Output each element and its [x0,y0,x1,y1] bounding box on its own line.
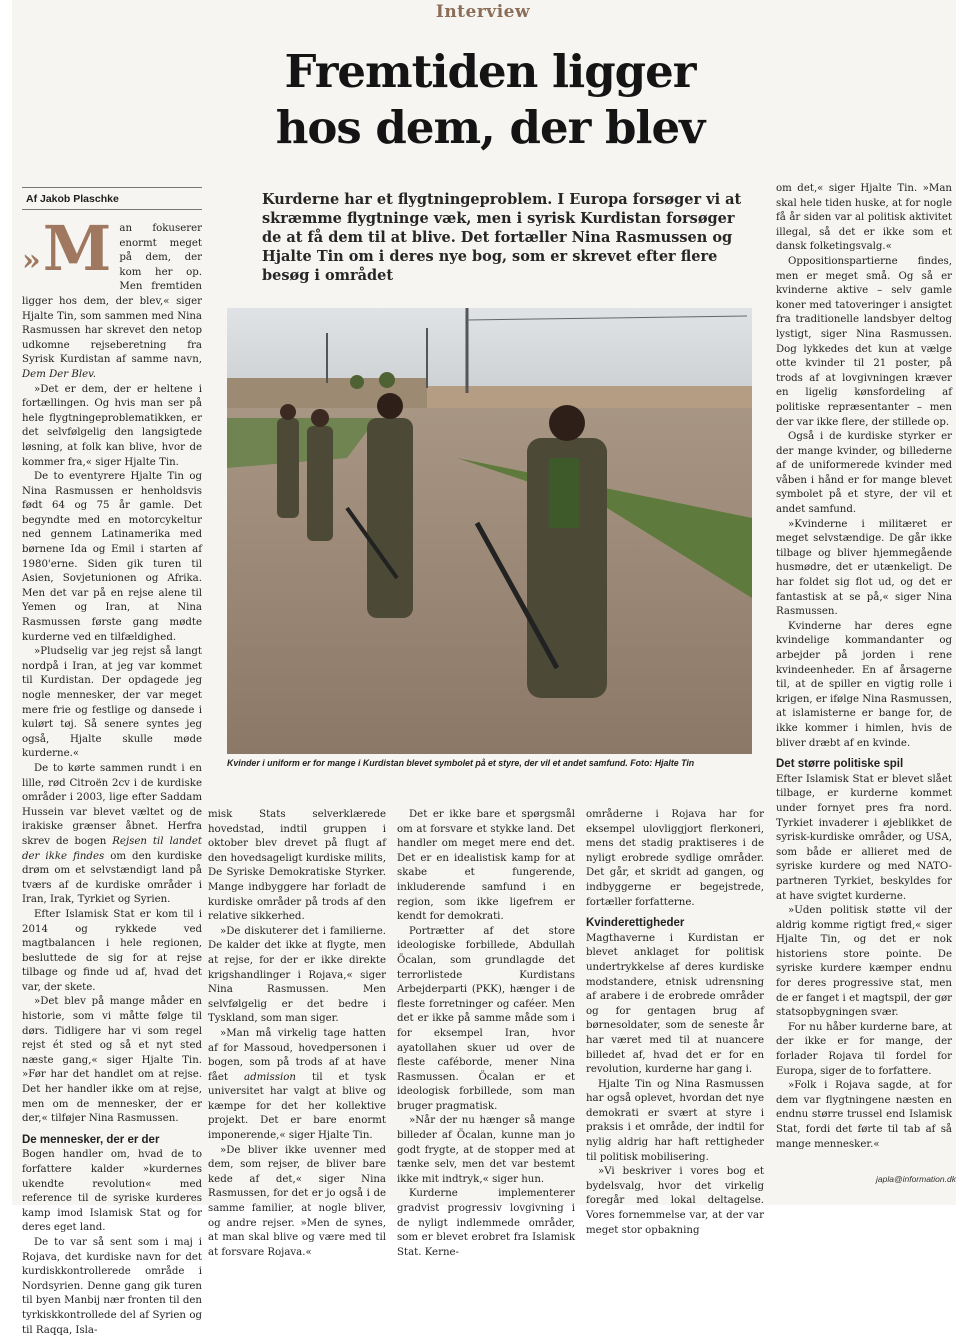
paragraph: »Folk i Rojava sagde, at for dem var flygtningene næsten en endnu større trussel end Islamisk Stat, fordi det førte til tab af så mange mennesker.« [776,1080,952,1150]
paragraph: an fokuserer enormt meget på dem, der kom her op. Men fremtiden ligger hos dem, der blev,« siger Hjalte Tin, som sammen med Nina Rasmussen har skrevet den netop udkomne rejseberetning fra Syrisk Kurdistan af samme navn, [22,223,202,366]
subheading: Kvinderettigheder [586,917,685,930]
paragraph: Efter Islamisk Stat er kom til i 2014 og rykkede ved magtbalancen i hele regionen, besluttede de sig for at rejse tilbage og finde ud af, hvad det var, der skete. [22,908,202,993]
byline: Af Jakob Plaschke [22,187,202,210]
lead-paragraph [22,212,202,383]
book-title: Dem Der Blev. [22,368,96,380]
subheading: Det større politiske spil [776,758,904,771]
paragraph: Portrætter af det store ideologiske forbillede, Abdullah Öcalan, som grundlagde det terrorlistede Kurdistans Arbejderparti (PKK), hænger i de fleste forretninger og caféer. Men det er ikke på samme måde som i for eksempel Iran, hvor ayatollahen skuer ud over de fleste caféborde, mener Nina Rasmussen. Öcalan er et ideologisk forbillede, som man bruger pragmatisk. [397,925,575,1112]
paragraph: Kurderne implementerer gradvist progressiv lovgivning i de nyligt indlemmede områder, som er blevet erobret fra Islamisk Stat. Kerne- [397,1188,575,1258]
article-column-4 [586,808,764,1238]
headline [230,44,750,156]
paragraph: »De bliver ikke uvenner med dem, som rejser, de bliver bare kede af det,« siger Nina Rasmussen, for det er jo også i de samme familier, at nogle bliver, og andre rejser. »Men de synes, at man skal blive og være med til at forsvare Rojava.« [208,1144,386,1258]
author-email[interactable]: japla@information.dk [876,1174,956,1184]
paragraph: Hjalte Tin og Nina Rasmussen har også oplevet, hvordan det nye demokrati er svært at styre i praksis i et område, der indtil for nylig aldrig har haft rettigheder til politisk mobilisering. [586,1078,764,1163]
paragraph: områderne i Rojava har for eksempel ulovliggjort flerkoneri, mens det stadig praktiseres i de nyligt erobrede sydlige områder. Det går, et skridt ad gangen, og indbyggerne er begejstrede, fortæller forfatterne. [586,809,764,908]
paragraph: De to var så sent som i maj i Rojava, det kurdiske navn for det kurdiskkontrollerede område i Nordsyrien. Denne gang gik turen til byen Manbij nær fronten til den tyrkiskkontrollede del af Syrien og til Raqqa, Isla- [22,1236,202,1336]
paragraph: om det,« siger Hjalte Tin. »Man skal hele tiden huske, at for nogle få år siden var al politisk aktivitet illegal, så det er ikke som et dansk folketingsvalg.« [776,183,952,253]
quote-mark: » [22,243,41,278]
paragraph: Kvinderne har deres egne kvindelige kommandanter og arbejder på jorden i rene kvindeenheder. En af årsagerne til, at de spiller en vigtig rolle i krigen, er ifølge Nina Rasmussen, at islamisterne er bange for, de ikke kommer i himlen, hvis de bliver dræbt af en kvinde. [776,620,952,749]
paragraph: »Man må virkelig tage hatten af for Massoud, hovedpersonen i bogen, som på trods af at have fået admission til et tysk universitet har valgt at blive og kæmpe for det her kollektive projekt. Det er bare enormt imponerende,« siger Hjalte Tin. [208,1027,386,1142]
headline-line-2: hos dem, der blev [275,101,705,154]
book-title: Rejsen til landet der ikke findes [22,835,202,862]
paragraph: »Pludselig var jeg rejst så langt nordpå i Iran, at jeg var kommet til Kurdistan. Der opdagede jeg nogle mennesker, der var meget mere frie og festlige og dansede i kulørt tøj. Så senere syntes jeg også, Hjalte skulle møde kurderne.« [22,646,202,760]
paragraph: Også i de kurdiske styrker er der mange kvinder, og billederne af de uniformerede kvinder med våben i hånd er for mange blevet symbolet på et styre, der vil et andet samfund. [776,431,952,516]
paragraph: »Vi beskriver i vores bog et bydelsvalg, hvor det virkelig foregår med lokal deltagelse. Vores fornemmelse var, at der var meget stor opbakning [586,1166,764,1236]
article-photo [227,308,752,754]
paragraph: De to kørte sammen rundt i en lille, rød Citroën 2cv i de kurdiske områder i 2003, lige efter Saddam Hussein var blevet væltet og de irakiske grænser åbnet. Herfra skrev de bogen Rejsen til landet der ikke findes om den kurdiske drøm om et selvstændigt land på tværs af de kurdiske områder i Iran, Irak, Tyrkiet og Syrien. [22,762,202,906]
section-kicker: Interview [435,2,531,22]
paragraph: »Kvinderne i militæret er meget selvstændige. De går ikke tilbage og bliver hjemmegående husmødre, det er utænkeligt. De har foldet sig flot ud, og det er fantastisk at se på,« siger Nina Rasmussen. [776,518,952,618]
drop-cap: »M [22,212,112,285]
photo-soldiers-illustration [227,308,752,754]
paragraph: »Uden politisk støtte vil der aldrig komme rigtigt fred,« siger Hjalte Tin, og det er nok historiens store pointe. De syriske kurdere kæmper endnu for deres progressive stat, men de er fanget i et magtspil, der gør statsopbygningen svær. [776,905,952,1019]
paragraph: »Det er dem, der er heltene i fortællingen. Og hvis man ser på hele flygtningeproblematikken, er det selvfølgelig den langsigtede løsning, at folk kan blive, hvor de kommer fra,« siger Hjalte Tin. [22,383,202,468]
paragraph: Det er ikke bare et spørgsmål om at forsvare et stykke land. Det handler om meget mere end det. Det er en idealistisk kamp for at skabe et fungerende, inkluderende samfund i en region, som ikke ligefrem er kendt for demokrati. [397,809,575,923]
paragraph: Magthaverne i Kurdistan er blevet anklaget for politisk undertrykkelse af deres kurdiske modstandere, etnisk udrensning af arabere i de erobrede områder og for gentagen brug af børnesoldater, som de seneste år har været med til at nuancere billedet af, hvad det er for en revolution, kurderne har gang i. [586,932,764,1076]
paragraph: Oppositionspartierne findes, men er meget små. Og så er kvinderne aktive – selv gamle koner med tatoveringer i ansigtet fra traditionelle landsbyer deltog lystigt, siger Nina Rasmussen. Dog lykkedes det kun at vælge otte kvinder til 21 poster, på trods af at lovgivningen kræver en ligelig kønsfordeling af politiske repræsentanter – men der var ikke flere, der stillede op. [776,255,952,428]
article-column-1 [22,212,202,1338]
standfirst: Kurderne har et flygtningeproblem. I Europa forsøger vi at skræmme flygtninge væk, men i syrisk Kurdistan forsøger de at få dem til at blive. Det fortæller Nina Rasmussen og Hjalte Tin om i deres nye bog, som er skrevet efter flere besøg i området [262,191,742,284]
paragraph: »De diskuterer det i familierne. De kalder det ikke at flygte, men at rejse, for der er ikke direkte krigshandlinger i Rojava,« siger Nina Rasmussen. Men selvfølgelig er det bedre i Tyskland, som man siger. [208,925,386,1025]
article-column-2 [208,808,386,1260]
paragraph: De to eventyrere Hjalte Tin og Nina Rasmussen er henholdsvis født 64 og 75 år gamle. Det begyndte med en motorcykeltur ned gennem Latinamerika med børnene Ida og Emil i starten af 1980'erne. Siden gik turen til Asien, Sovjetunionen og Afrika. Men det var på en rejse alene til Yemen og Iran, at Nina Rasmussen første gang mødte kurderne ved en tilfældighed. [22,471,202,643]
paragraph: For nu håber kurderne bare, at der ikke er for mange, der forlader Rojava til fordel for Europa, siger de to forfattere. [776,1021,952,1077]
paragraph: misk Stats selverklærede hovedstad, indtil gruppen i oktober blev drevet på flugt af den hovedsageligt kurdiske milits, De Syriske Demokratiske Styrker. Mange indbyggere har forladt de kurdiske områder på trods af den relative sikkerhed. [208,809,386,923]
headline-line-1: Fremtiden ligger [284,45,696,98]
paragraph: Bogen handler om, hvad de to forfattere kalder »kurdernes ukendte revolution« med reference til de syriske kurderes kamp imod Islamisk Stat og for deres eget land. [22,1149,202,1234]
photo-caption: Kvinder i uniform er for mange i Kurdistan blevet symbolet på et styre, der vil et andet samfund. Foto: Hjalte Tin [227,758,695,768]
article-column-5 [776,182,952,1152]
subheading: De mennesker, der er der [22,1133,160,1146]
paragraph: »Det blev på mange måder en historie, som vi måtte følge til dørs. Tidligere har vi som regel rejst ét sted og så et nyt sted næste gang,« siger Hjalte Tin. »Før har det handlet om at rejse. Det her handler ikke om at rejse, men om de mennesker, der er der,« tilføjer Nina Rasmussen. [22,996,202,1125]
emphasis: admission [244,1071,296,1083]
paragraph: Efter Islamisk Stat er blevet slået tilbage, er kurderne kommet under fornyet pres fra nord. Tyrkiet invaderer i øjeblikket de syrisk-kurdiske områder, og USA, som både er allieret med de syriske kurdere og med NATO-partneren Tyrkiet, beskyldes for at have svigtet kurderne. [776,773,952,902]
paragraph: »Når der nu hænger så mange billeder af Öcalan, kunne man jo godt frygte, at de stopper med at tænke selv, men det var bestemt ikke mit indtryk,« siger hun. [397,1115,575,1185]
article-column-3 [397,808,575,1260]
